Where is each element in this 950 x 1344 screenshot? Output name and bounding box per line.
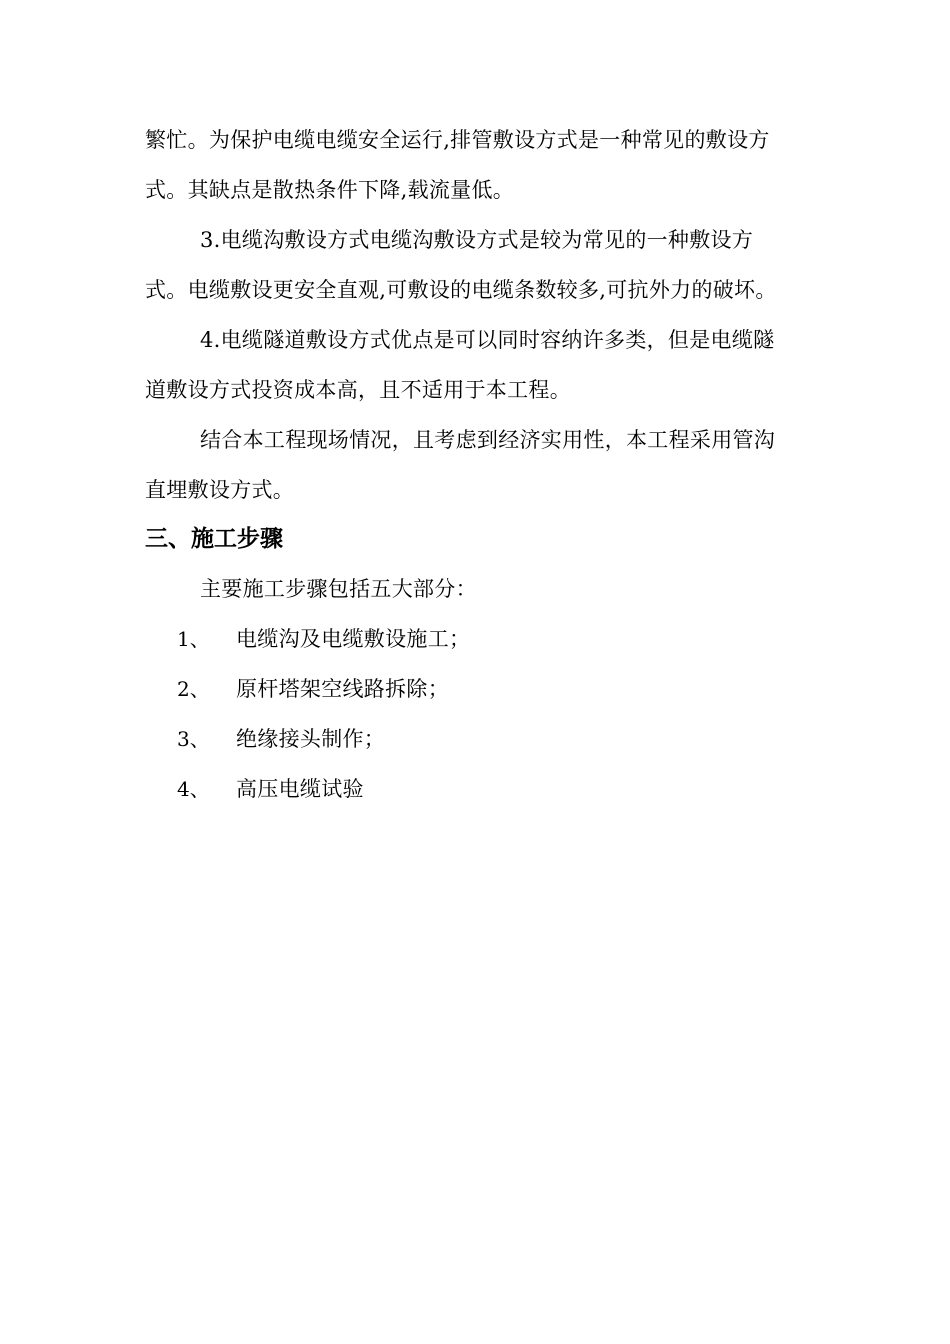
step-number: 1、 xyxy=(177,627,210,651)
paragraph-line: 式。其缺点是散热条件下降,载流量低。 xyxy=(145,178,515,202)
paragraph-line: 式。电缆敷设更安全直观,可敷设的电缆条数较多,可抗外力的破坏。 xyxy=(145,278,777,302)
step-text: 原杆塔架空线路拆除； xyxy=(236,677,449,701)
step-text: 电缆沟及电缆敷设施工； xyxy=(236,627,471,651)
paragraph-line: 结合本工程现场情况，且考虑到经济实用性，本工程采用管沟 xyxy=(200,428,776,452)
step-number: 3、 xyxy=(177,727,210,751)
intro-text: 主要施工步骤包括五大部分： xyxy=(200,577,477,601)
step-number: 2、 xyxy=(177,677,210,701)
paragraph-line: 道敷设方式投资成本高，且不适用于本工程。 xyxy=(145,378,571,402)
paragraph-line: 直埋敷设方式。 xyxy=(145,478,295,502)
paragraph-line: 3.电缆沟敷设方式电缆沟敷设方式是较为常见的一种敷设方 xyxy=(200,228,754,252)
paragraph-line: 4.电缆隧道敷设方式优点是可以同时容纳许多类，但是电缆隧 xyxy=(200,328,775,352)
section-heading: 三、施工步骤 xyxy=(145,526,283,552)
step-text: 绝缘接头制作； xyxy=(236,727,386,751)
step-number: 4、 xyxy=(177,777,210,801)
paragraph-line: 繁忙。为保护电缆电缆安全运行,排管敷设方式是一种常见的敷设方 xyxy=(145,128,770,152)
step-text: 高压电缆试验 xyxy=(236,777,364,801)
